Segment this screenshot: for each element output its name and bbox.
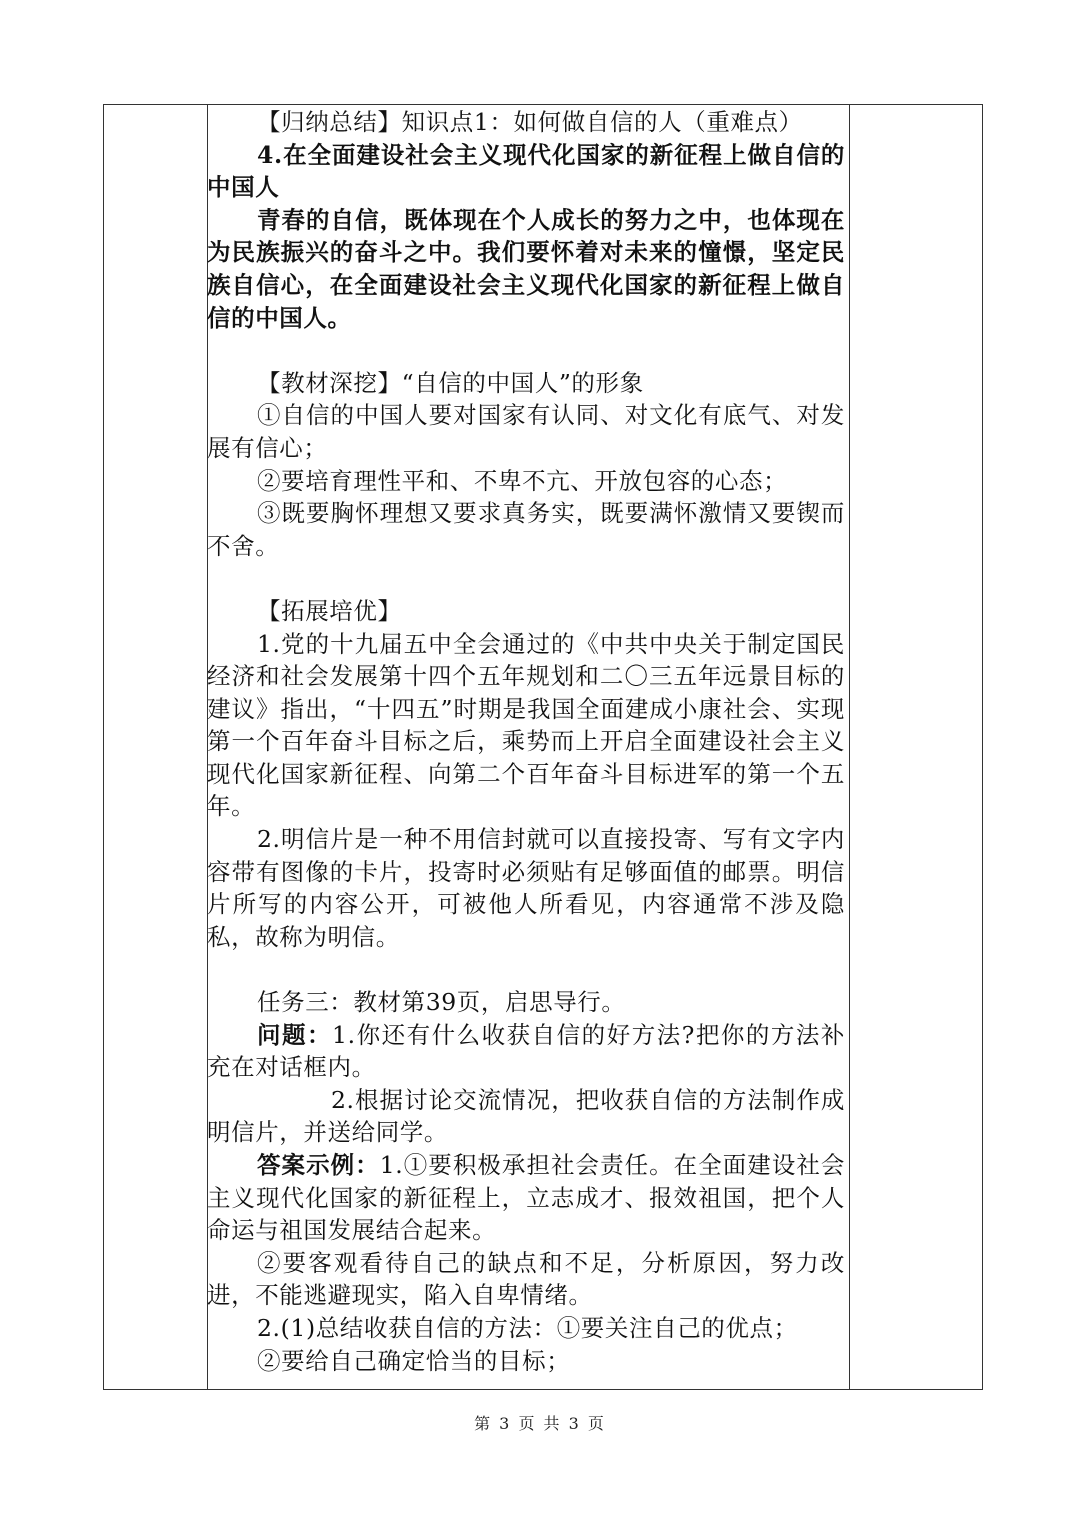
- page-footer: 第 3 页 共 3 页: [474, 1414, 606, 1433]
- section-extension-heading: 【拓展培优】: [257, 596, 402, 625]
- section-textbook-heading: 【教材深挖】“自信的中国人”的形象: [257, 368, 644, 397]
- table-column-divider-right: [849, 105, 850, 1389]
- answer-4: ②要给自己确定恰当的目标；: [257, 1346, 571, 1375]
- section-summary-heading: 【归纳总结】知识点1：如何做自信的人（重难点）: [257, 108, 803, 136]
- answer-3: 2.(1)总结收获自信的方法：①要关注自己的优点；: [257, 1313, 798, 1342]
- section-summary-subheading: 4.在全面建设社会主义现代化国家的新征程上做自信的中国人: [207, 140, 845, 202]
- spacer: [207, 953, 845, 986]
- task-heading: 任务三：教材第39页，启思导行。: [257, 988, 626, 1017]
- lesson-content-cell: [207, 106, 845, 1377]
- question-1-text: 1.你还有什么收获自信的好方法?把你的方法补充在对话框内。: [207, 1020, 845, 1082]
- list-item: ③既要胸怀理想又要求真务实，既要满怀激情又要锲而不舍。: [207, 499, 845, 560]
- section-summary-paragraph: 青春的自信，既体现在个人成长的努力之中，也体现在为民族振兴的奋斗之中。我们要怀着对未来的憧憬，坚定民族自信心，在全面建设社会主义现代化国家的新征程上做自信的中国人。: [207, 205, 845, 332]
- question-1: [207, 1019, 845, 1084]
- question-label: 问题：: [257, 1020, 333, 1049]
- list-item: ②要培育理性平和、不卑不亢、开放包容的心态；: [257, 466, 788, 495]
- answer-1-text: 1.①要积极承担社会责任。在全面建设社会主义现代化国家的新征程上，立志成才、报效祖国，把个人命运与祖国发展结合起来。: [207, 1151, 846, 1245]
- answer-1: [207, 1149, 845, 1247]
- list-item: 2.明信片是一种不用信封就可以直接投寄、写有文字内容带有图像的卡片，投寄时必须贴有足够面值的邮票。明信片所写的内容公开，可被他人所看见，内容通常不涉及隐私，故称为明信。: [207, 825, 845, 951]
- answer-label: 答案示例：: [257, 1151, 380, 1179]
- answer-2: ②要客观看待自己的缺点和不足，分析原因，努力改进，不能逃避现实，陷入自卑情绪。: [207, 1248, 845, 1310]
- spacer: [207, 562, 845, 595]
- question-2: 2.根据讨论交流情况，把收获自信的方法制作成明信片，并送给同学。: [207, 1085, 845, 1147]
- list-item: 1.党的十九届五中全会通过的《中共中央关于制定国民经济和社会发展第十四个五年规划和二〇三五年远景目标的建议》指出，“十四五”时期是我国全面建成小康社会、实现第一个百年奋斗目标之后，乘势而上开启全面建设社会主义现代化国家新征程、向第二个百年奋斗目标进军的第一个五年。: [207, 629, 845, 821]
- spacer: [207, 334, 845, 367]
- list-item: ①自信的中国人要对国家有认同、对文化有底气、对发展有信心；: [207, 401, 845, 462]
